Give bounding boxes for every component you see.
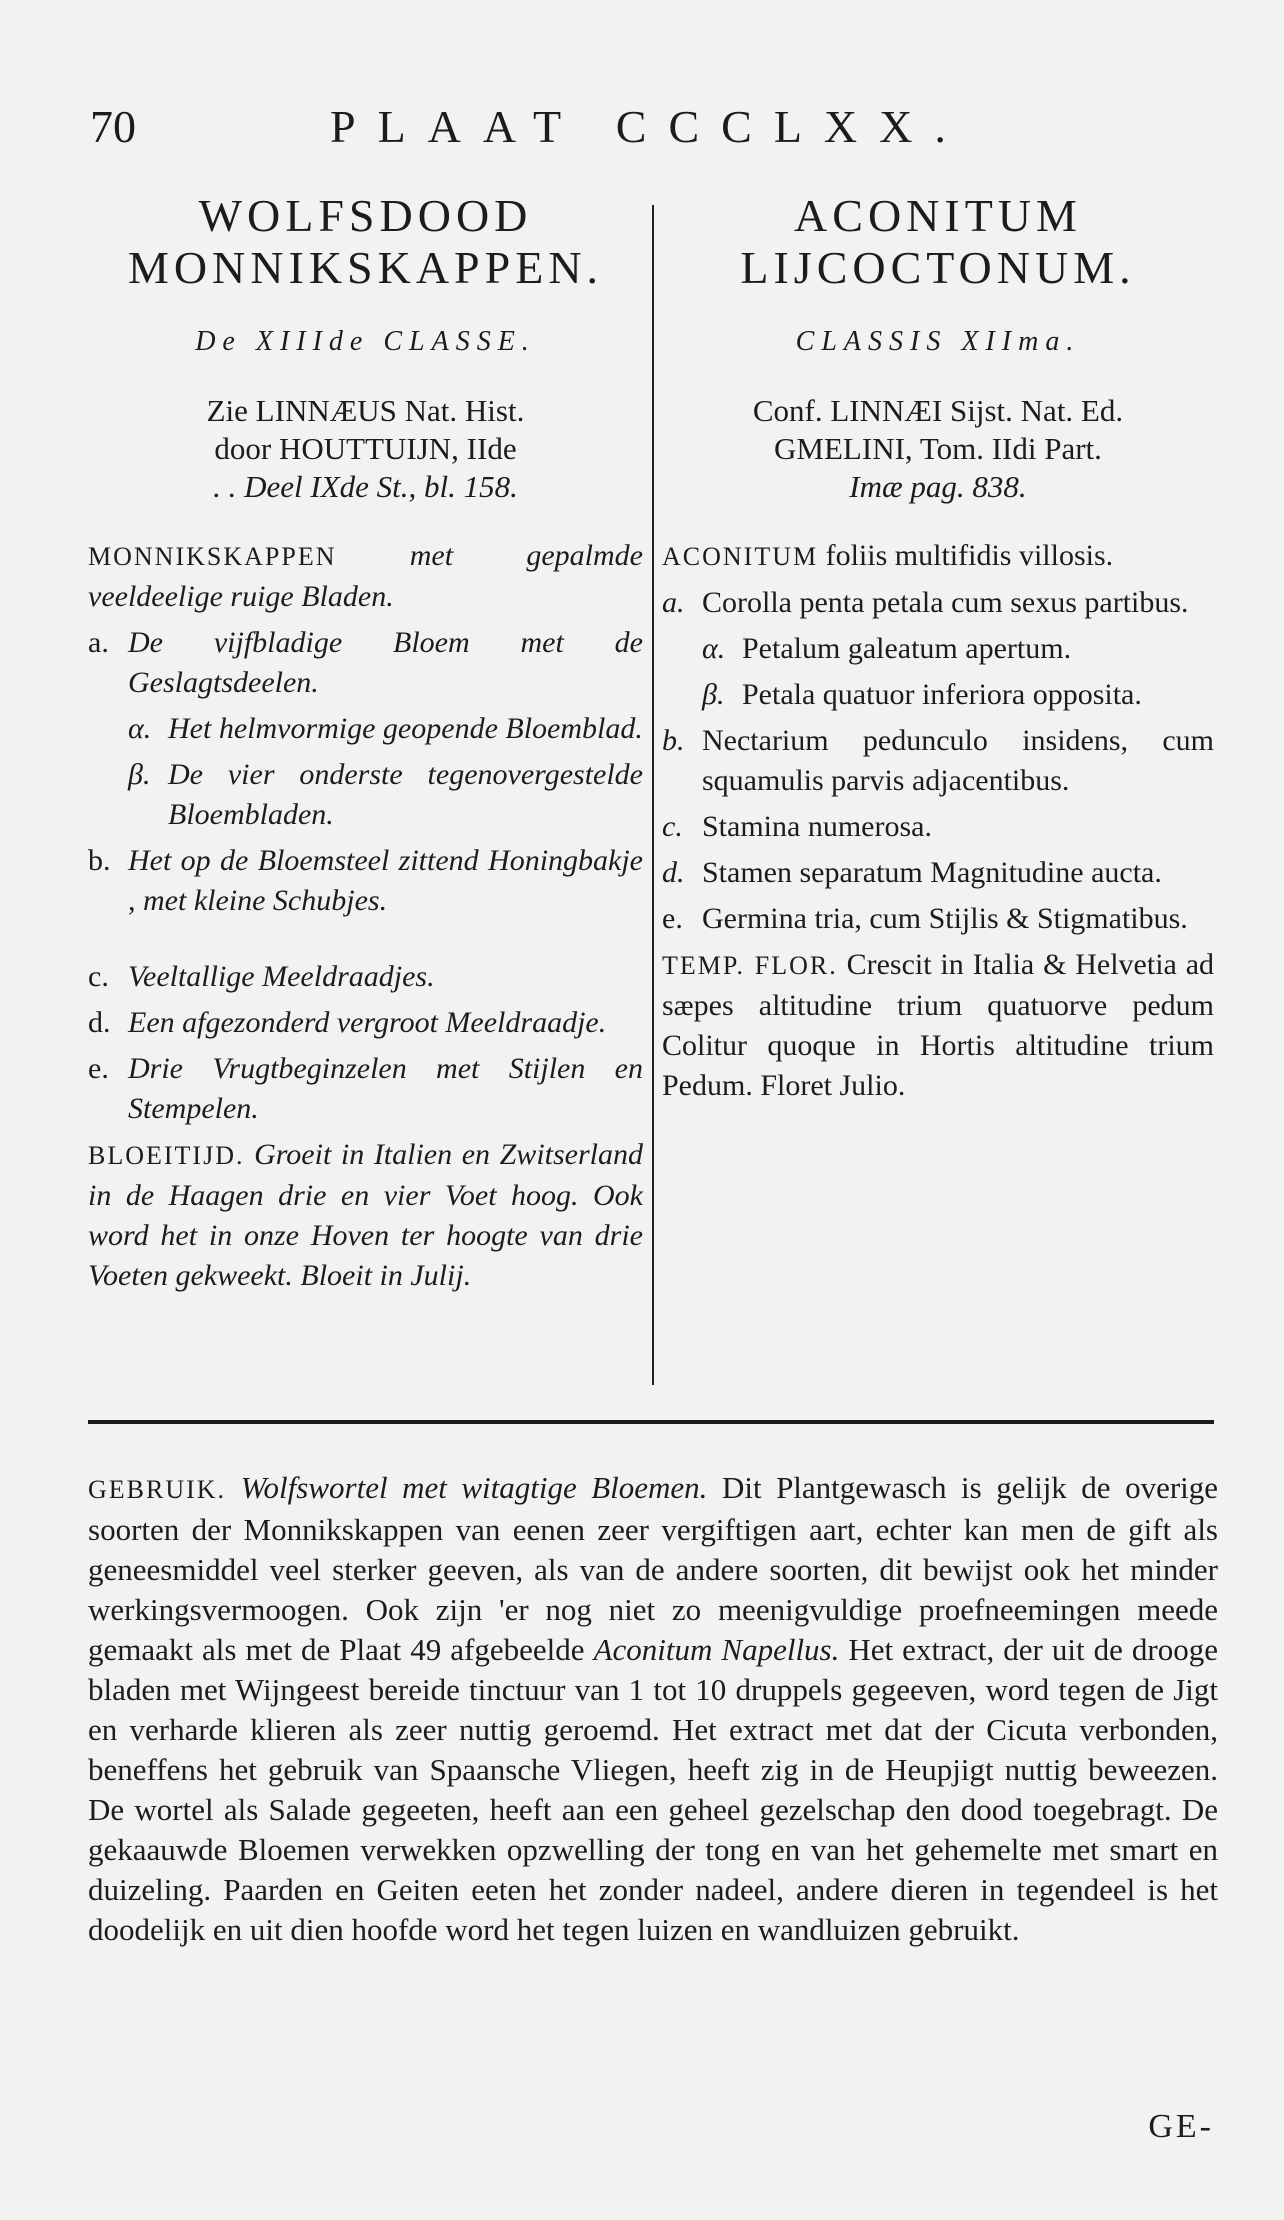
dutch-reference <box>88 392 643 506</box>
usage-paragraph <box>88 1468 1218 1950</box>
list-item: e. Germina tria, cum Stijlis & Stigmatibus. <box>662 902 1188 935</box>
list-item: d. Stamen separatum Magnitudine aucta. <box>662 856 1162 889</box>
dutch-time-text: Groeit in Italien en Zwitserland in de Haagen drie en vier Voet hoog. Ook word het in onze Hoven ter hoogte van drie Voeten gekweekt. Bloeit in Julij. <box>88 1138 643 1292</box>
usage-italic: Wolfswortel met witagtige Bloemen. <box>240 1470 708 1505</box>
latin-parts-list <box>662 583 1214 939</box>
dutch-ref-line: door HOUTTUIJN, IIde <box>214 431 517 466</box>
latin-description <box>662 536 1214 577</box>
list-item: c. Veeltallige Meeldraadjes. <box>88 960 435 993</box>
latin-title-line1: ACONITUM <box>794 190 1082 241</box>
list-item: β. Petala quatuor inferiora opposita. <box>702 678 1142 711</box>
list-item: b. Het op de Bloemsteel zittend Honingbakje , met kleine Schubjes. <box>88 844 643 917</box>
dutch-title-line2: MONNIKSKAPPEN. <box>127 242 604 293</box>
latin-desc-text: foliis multifidis villosis. <box>825 539 1114 572</box>
dutch-class: De XIIIde CLASSE. <box>195 326 536 357</box>
usage-text-continued: Het extract, der uit de drooge bladen met Wijngeest bereide tinctuur van 1 tot 10 druppels gegeeven, word tegen de Jigt en verharde klieren als zeer nuttig geroemd. Het extract met dat der Cicuta verbonden, beneffens het gebruik van Spaansche Vliegen, heeft zig in de Heupjigt nuttig beweezen. De wortel als Salade gegeeten, heeft aan een geheel gezelschap den dood toegebragt. De gekaauwde Bloemen verwekken opzwelling der tong en van het gehemelte met smart en duizeling. Paarden en Geiten eeten het zonder nadeel, andere dieren in tegendeel is het doodelijk en uit dien hoofde word het tegen luizen en wandluizen gebruikt. <box>88 1632 1218 1947</box>
list-item: d. Een afgezonderd vergroot Meeldraadje. <box>88 1006 607 1039</box>
dutch-desc-head: MONNIKSKAPPEN <box>88 542 337 571</box>
latin-title-line2: LIJCOCTONUM. <box>740 242 1136 293</box>
dutch-column <box>88 190 643 1296</box>
list-item: β. De vier onderste tegenovergestelde Bloembladen. <box>128 758 643 831</box>
section-divider <box>88 1420 1214 1424</box>
list-item: c. Stamina numerosa. <box>662 810 932 843</box>
latin-reference <box>662 392 1214 506</box>
list-item: α. Petalum galeatum apertum. <box>702 632 1072 665</box>
page-number: 70 <box>90 101 136 152</box>
latin-time-text: Crescit in Italia & Helvetia ad sæpes altitudine trium quatuorve pedum Colitur quoque in Hortis altitudine trium Pedum. Floret Julio. <box>662 948 1215 1102</box>
dutch-parts-list <box>88 623 643 1129</box>
list-item: α. Het helmvormige geopende Bloemblad. <box>128 712 643 745</box>
usage-head: GEBRUIK. <box>88 1475 227 1504</box>
dutch-description <box>88 536 643 617</box>
latin-class: CLASSIS XIIma. <box>795 326 1081 357</box>
plate-title: PLAAT CCCLXX. <box>330 101 968 152</box>
list-item: e. Drie Vrugtbeginzelen met Stijlen en Stempelen. <box>88 1052 643 1125</box>
latin-desc-head: ACONITUM <box>662 542 819 571</box>
dutch-time-head: BLOEITIJD. <box>88 1141 245 1170</box>
dutch-title-line1: WOLFSDOOD <box>198 190 533 241</box>
list-item: b. Nectarium pedunculo insidens, cum squamulis parvis adjacentibus. <box>662 724 1214 797</box>
list-item: a. De vijfbladige Bloem met de Geslagtsdeelen. <box>88 626 643 699</box>
catchword: GE- <box>1148 2108 1214 2145</box>
usage-text: Dit Plantgewasch is gelijk de overige soorten der Monnikskappen van eenen zeer vergiftigen aart, echter kan men de gift als geneesmiddel veel sterker geeven, als van de andere soorten, dit bewijst ook het minder werkingsvermoogen. Ook zijn 'er nog niet zo meenigvuldige proefneemingen meede gemaakt als met de Plaat 49 afgebeelde <box>88 1470 1219 1667</box>
latin-flowering-time <box>662 945 1214 1106</box>
latin-ref-line: Conf. LINNÆI Sijst. Nat. Ed. <box>752 393 1124 428</box>
list-item: a. Corolla penta petala cum sexus partibus. <box>662 586 1189 619</box>
latin-ref-line: GMELINI, Tom. IIdi Part. <box>774 431 1102 466</box>
latin-column <box>662 190 1214 1106</box>
usage-italic-species: Aconitum Napellus. <box>593 1632 840 1667</box>
dutch-ref-line: . . Deel IXde St., bl. 158. <box>213 469 518 504</box>
latin-time-head: TEMP. FLOR. <box>662 951 838 980</box>
dutch-desc-text: met gepalmde veeldeelige ruige Bladen. <box>88 539 643 613</box>
latin-ref-line: Imæ pag. 838. <box>849 469 1027 504</box>
column-divider <box>652 205 654 1385</box>
dutch-ref-line: Zie LINNÆUS Nat. Hist. <box>206 393 525 428</box>
page-header <box>90 100 1214 160</box>
dutch-flowering-time <box>88 1135 643 1296</box>
